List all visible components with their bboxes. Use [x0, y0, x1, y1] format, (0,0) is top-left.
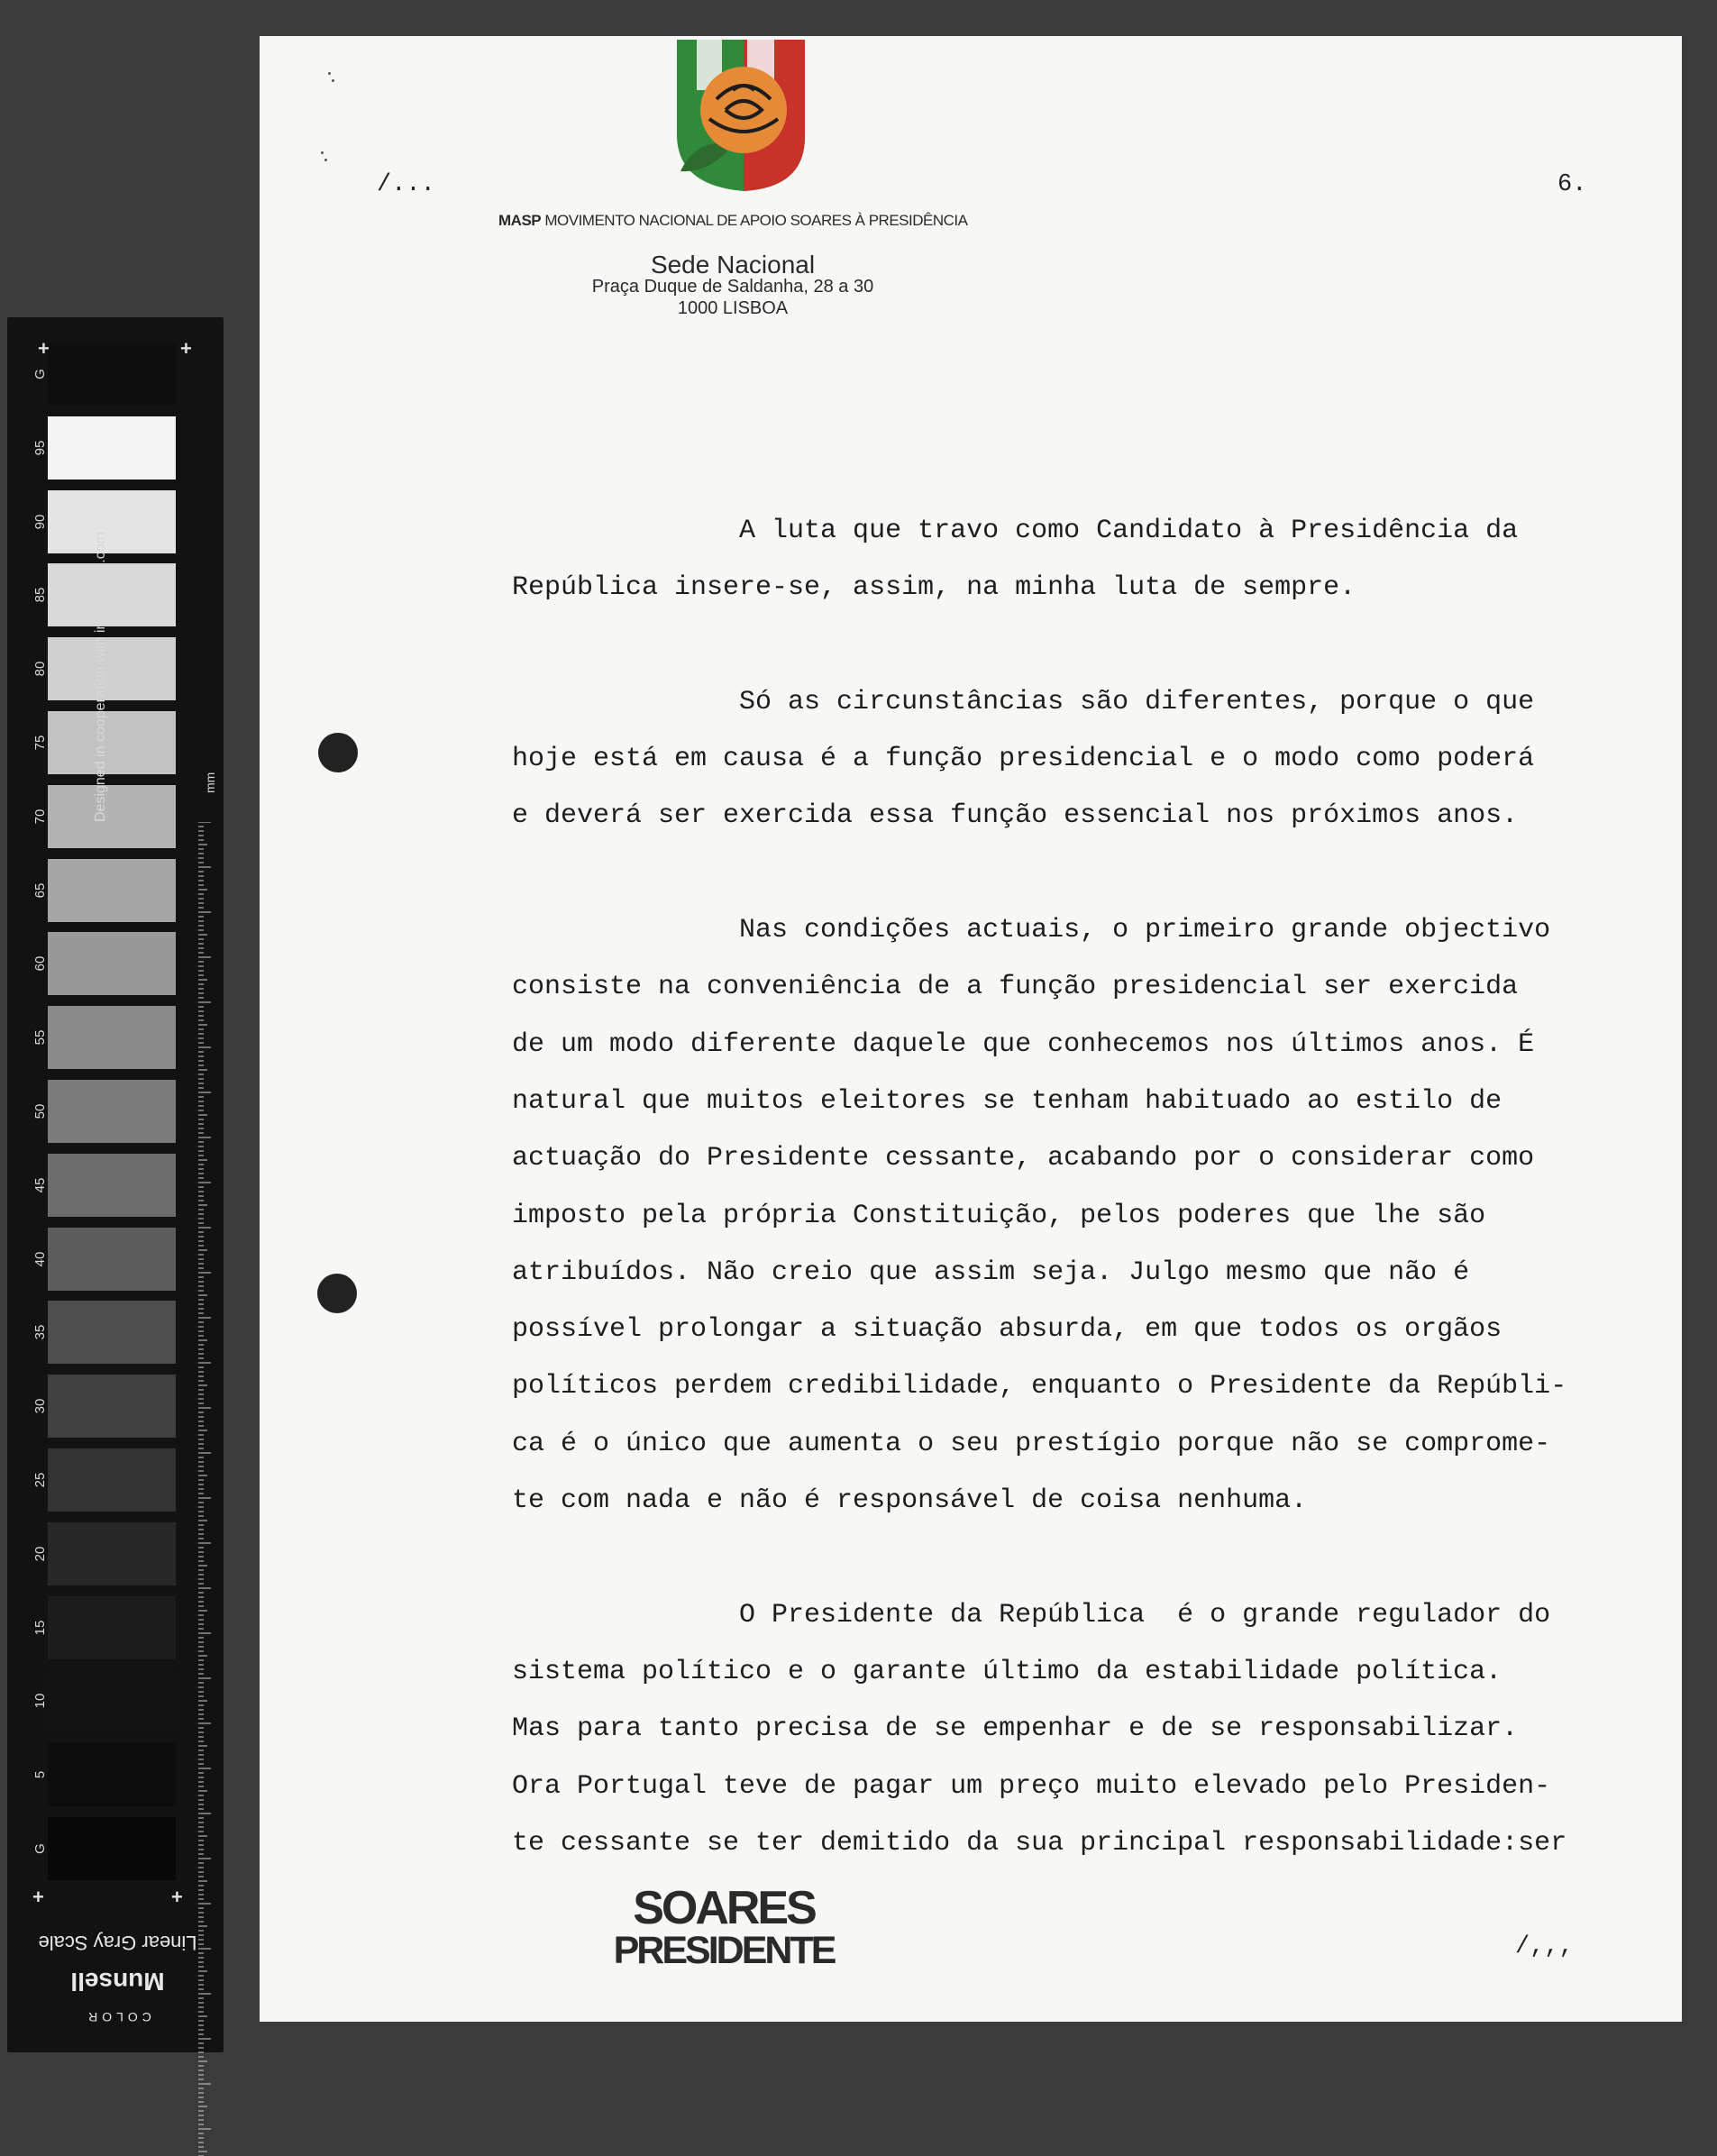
- gray-scale-tick-label: 15: [32, 1620, 48, 1635]
- gray-scale-tick-label: 55: [32, 1029, 48, 1046]
- scale-brand-sub: COLOR: [84, 2010, 151, 2024]
- gray-patch: [48, 1669, 176, 1732]
- gray-scale-tick-label: 25: [32, 1472, 48, 1488]
- logo-rose: [700, 67, 787, 153]
- organization-name: MOVIMENTO NACIONAL DE APOIO SOARES À PRESIDÊNCIA: [544, 212, 968, 229]
- punch-hole: [318, 733, 358, 772]
- gray-scale-tick-label: 90: [32, 514, 48, 529]
- gray-scale-tick-label: 30: [32, 1398, 48, 1414]
- body-line: natural que muitos eleitores se tenham habituado ao estilo de: [512, 1085, 1502, 1117]
- letter-body: [512, 503, 1717, 1872]
- body-line: Só as circunstâncias são diferentes, porque o que: [512, 686, 1535, 717]
- gray-scale-tick-label: 65: [32, 882, 48, 898]
- registration-mark: +: [180, 337, 192, 360]
- gray-patch: [48, 1375, 176, 1438]
- registration-mark: +: [32, 1886, 44, 1908]
- body-line: te cessante se ter demitido da sua principal responsabilidade:ser: [512, 1827, 1567, 1859]
- gray-patch: [48, 1448, 176, 1512]
- gray-scale-tick-label: G: [32, 369, 48, 379]
- rose-shield-logo: [670, 36, 818, 194]
- gray-scale-tick-label: 50: [32, 1103, 48, 1119]
- body-line: de um modo diferente daquele que conhecemos nos últimos anos. É: [512, 1028, 1535, 1060]
- scale-side-text: Designed in cooperation with imagingetc.com: [93, 532, 108, 822]
- continuation-marker: /,,,: [1515, 1933, 1574, 1960]
- body-line: políticos perdem credibilidade, enquanto o Presidente da Repúbli-: [512, 1371, 1567, 1402]
- letter-page: [260, 36, 1682, 2022]
- body-line: actuação do Presidente cessante, acabando por o considerar como: [512, 1143, 1535, 1174]
- registration-mark: +: [38, 337, 50, 360]
- gray-patch: [48, 1080, 176, 1143]
- paper-speck: [328, 72, 331, 75]
- registration-mark: +: [171, 1886, 183, 1908]
- gray-scale-tick-label: 80: [32, 661, 48, 677]
- paper-speck: [321, 151, 324, 154]
- body-line: O Presidente da República é o grande regulador do: [512, 1599, 1551, 1631]
- body-line: sistema político e o garante último da estabilidade política.: [512, 1656, 1502, 1687]
- body-line: A luta que travo como Candidato à Presidência da: [512, 516, 1519, 546]
- scale-title: Linear Gray Scale: [38, 1932, 197, 1954]
- soares-presidente-logo: [602, 1882, 845, 1972]
- paragraph-gap: [512, 617, 1717, 674]
- gray-patch: [48, 1743, 176, 1806]
- gray-scale-tick-label: 40: [32, 1251, 48, 1266]
- gray-scale-tick-label: 85: [32, 588, 48, 603]
- gray-scale-tick-label: 10: [32, 1694, 48, 1709]
- paper-speck: [324, 159, 327, 161]
- gray-patch: [48, 1006, 176, 1069]
- gray-scale-tick-label: G: [32, 1843, 48, 1854]
- paragraph-gap: [512, 1530, 1717, 1586]
- gray-scale-tick-label: 20: [32, 1546, 48, 1562]
- body-line: República insere-se, assim, na minha luta de sempre.: [512, 572, 1356, 604]
- ruler: [198, 822, 224, 2156]
- ruler-unit-label: mm: [203, 772, 217, 793]
- body-line: e deverá ser exercida essa função essencial nos próximos anos.: [512, 800, 1519, 832]
- body-line: Mas para tanto precisa de se empenhar e de se responsabilizar.: [512, 1713, 1519, 1745]
- gray-patch: [48, 1522, 176, 1585]
- body-line: imposto pela própria Constituição, pelos poderes que lhe são: [512, 1200, 1486, 1231]
- gray-patch: [48, 1596, 176, 1659]
- body-line: ca é o único que aumenta o seu prestígio porque não se comprome-: [512, 1428, 1551, 1459]
- gray-scale-tick-label: 95: [32, 440, 48, 456]
- scale-brand: Munsell: [70, 1968, 165, 1996]
- organization-line: [498, 212, 1057, 230]
- paragraph-gap: [512, 845, 1717, 902]
- gray-scale-tick-label: 35: [32, 1325, 48, 1340]
- gray-patch: [48, 932, 176, 995]
- page-number: 6.: [1557, 171, 1587, 198]
- body-line: Nas condições actuais, o primeiro grande objectivo: [512, 915, 1551, 946]
- gray-patch: [48, 1228, 176, 1291]
- organization-abbrev: MASP: [498, 212, 542, 229]
- gray-scale-tick-label: 5: [32, 1771, 48, 1779]
- footer-logo-line2: PRESIDENTE: [613, 1929, 835, 1972]
- gray-scale-tick-label: 75: [32, 735, 48, 751]
- letterhead-address-line1: Praça Duque de Saldanha, 28 a 30: [591, 277, 874, 297]
- gray-scale-card: [7, 317, 224, 2052]
- letterhead-address-line2: 1000 LISBOA: [677, 298, 789, 318]
- body-line: consiste na conveniência de a função presidencial ser exercida: [512, 972, 1519, 1003]
- body-line: atribuídos. Não creio que assim seja. Julgo mesmo que não é: [512, 1256, 1470, 1288]
- letterhead-sede: Sede Nacional: [650, 251, 816, 279]
- body-line: Ora Portugal teve de pagar um preço muito elevado pelo Presiden-: [512, 1770, 1551, 1802]
- gray-patch: [48, 1301, 176, 1364]
- gray-patch: [48, 1817, 176, 1880]
- paper-speck: [332, 79, 334, 82]
- gray-scale-tick-label: 70: [32, 808, 48, 825]
- gray-scale-tick-label: 45: [32, 1177, 48, 1193]
- gray-scale-tick-label: 60: [32, 956, 48, 972]
- body-line: possível prolongar a situação absurda, em que todos os orgãos: [512, 1314, 1502, 1346]
- gray-patch: [48, 343, 176, 406]
- body-line: te com nada e não é responsável de coisa nenhuma.: [512, 1485, 1308, 1517]
- gray-patch: [48, 416, 176, 480]
- gray-patch: [48, 1154, 176, 1217]
- body-line: hoje está em causa é a função presidencial e o modo como poderá: [512, 744, 1535, 775]
- footer-logo-line1: SOARES: [633, 1882, 815, 1934]
- page-continuation-marker: /...: [377, 171, 435, 198]
- punch-hole: [317, 1274, 357, 1313]
- gray-patch: [48, 859, 176, 922]
